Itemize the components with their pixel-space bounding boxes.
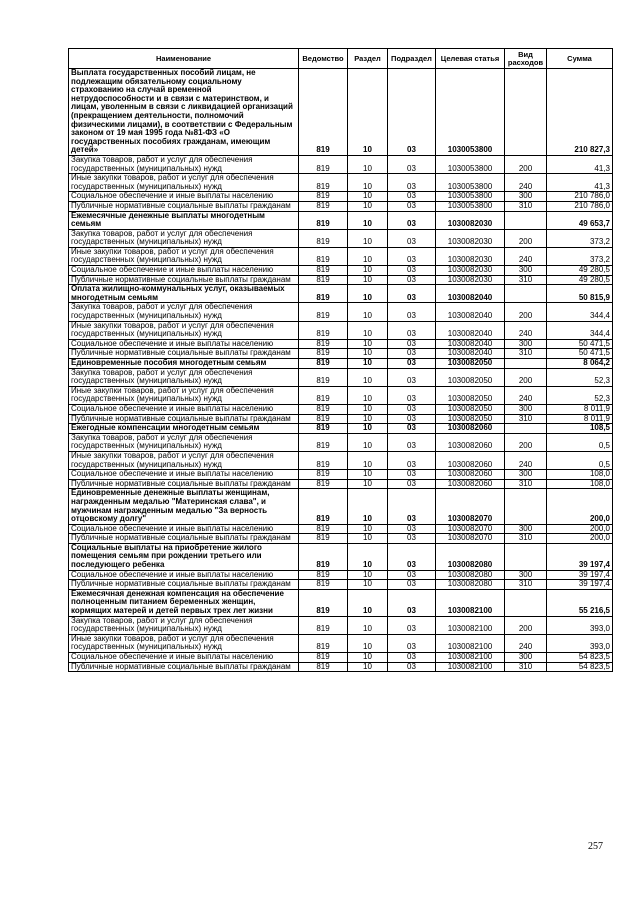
cell-type	[505, 69, 547, 156]
cell-dept: 819	[299, 589, 348, 616]
cell-section: 10	[348, 570, 388, 580]
cell-target: 1030082050	[436, 404, 505, 414]
cell-dept: 819	[299, 201, 348, 211]
cell-subsection: 03	[388, 634, 436, 652]
cell-sum: 393,0	[547, 634, 613, 652]
cell-name: Иные закупки товаров, работ и услуг для обеспечения государственных (муниципальных) нужд	[69, 634, 299, 652]
cell-name: Социальное обеспечение и иные выплаты населению	[69, 653, 299, 663]
cell-type: 310	[505, 275, 547, 285]
header-section: Раздел	[348, 49, 388, 69]
cell-sum: 39 197,4	[547, 543, 613, 570]
cell-section: 10	[348, 386, 388, 404]
cell-type	[505, 211, 547, 229]
cell-dept: 819	[299, 424, 348, 434]
cell-subsection: 03	[388, 359, 436, 369]
cell-name: Публичные нормативные социальные выплаты гражданам	[69, 275, 299, 285]
cell-dept: 819	[299, 662, 348, 672]
cell-name: Публичные нормативные социальные выплаты гражданам	[69, 201, 299, 211]
cell-type: 300	[505, 653, 547, 663]
header-target: Целевая статья	[436, 49, 505, 69]
cell-subsection: 03	[388, 201, 436, 211]
cell-sum: 50 471,5	[547, 339, 613, 349]
cell-target: 1030082080	[436, 580, 505, 590]
cell-type: 240	[505, 247, 547, 265]
cell-sum: 344,4	[547, 321, 613, 339]
cell-subsection: 03	[388, 424, 436, 434]
cell-sum: 54 823,5	[547, 653, 613, 663]
cell-type	[505, 359, 547, 369]
cell-subsection: 03	[388, 321, 436, 339]
cell-name: Ежемесячные денежные выплаты многодетным семьям	[69, 211, 299, 229]
cell-target: 1030082040	[436, 303, 505, 321]
header-sum: Сумма	[547, 49, 613, 69]
cell-name: Публичные нормативные социальные выплаты гражданам	[69, 414, 299, 424]
cell-type: 300	[505, 524, 547, 534]
cell-type	[505, 424, 547, 434]
cell-sum: 0,5	[547, 433, 613, 451]
cell-target: 1030053800	[436, 174, 505, 192]
table-row	[69, 368, 613, 386]
cell-name: Публичные нормативные социальные выплаты гражданам	[69, 662, 299, 672]
cell-section: 10	[348, 451, 388, 469]
cell-target: 1030082050	[436, 368, 505, 386]
cell-dept: 819	[299, 414, 348, 424]
header-type: Вид расходов	[505, 49, 547, 69]
cell-target: 1030082060	[436, 470, 505, 480]
cell-type: 240	[505, 386, 547, 404]
cell-target: 1030082100	[436, 634, 505, 652]
cell-dept: 819	[299, 285, 348, 303]
cell-target: 1030082100	[436, 662, 505, 672]
header-dept: Ведомство	[299, 49, 348, 69]
table-row	[69, 489, 613, 524]
cell-sum: 108,0	[547, 479, 613, 489]
cell-dept: 819	[299, 570, 348, 580]
cell-section: 10	[348, 349, 388, 359]
cell-target: 1030053800	[436, 201, 505, 211]
budget-table	[68, 48, 613, 672]
table-row	[69, 543, 613, 570]
cell-type: 200	[505, 303, 547, 321]
cell-sum: 200,0	[547, 534, 613, 544]
cell-dept: 819	[299, 211, 348, 229]
cell-name: Закупка товаров, работ и услуг для обеспечения государственных (муниципальных) нужд	[69, 303, 299, 321]
cell-name: Закупка товаров, работ и услуг для обеспечения государственных (муниципальных) нужд	[69, 155, 299, 173]
cell-name: Социальное обеспечение и иные выплаты населению	[69, 524, 299, 534]
cell-subsection: 03	[388, 303, 436, 321]
cell-target: 1030082040	[436, 349, 505, 359]
cell-name: Иные закупки товаров, работ и услуг для обеспечения государственных (муниципальных) нужд	[69, 321, 299, 339]
cell-type: 310	[505, 349, 547, 359]
cell-target: 1030053800	[436, 192, 505, 202]
cell-section: 10	[348, 192, 388, 202]
cell-target: 1030082080	[436, 570, 505, 580]
table-row	[69, 589, 613, 616]
cell-type	[505, 589, 547, 616]
table-row	[69, 201, 613, 211]
table-row	[69, 321, 613, 339]
cell-dept: 819	[299, 229, 348, 247]
cell-section: 10	[348, 339, 388, 349]
cell-target: 1030082050	[436, 414, 505, 424]
cell-subsection: 03	[388, 470, 436, 480]
cell-section: 10	[348, 303, 388, 321]
cell-name: Закупка товаров, работ и услуг для обеспечения государственных (муниципальных) нужд	[69, 229, 299, 247]
table-row	[69, 359, 613, 369]
table-row	[69, 211, 613, 229]
table-row	[69, 285, 613, 303]
cell-type: 200	[505, 155, 547, 173]
cell-sum: 8 011,9	[547, 414, 613, 424]
cell-type: 200	[505, 368, 547, 386]
cell-dept: 819	[299, 470, 348, 480]
cell-target: 1030082030	[436, 211, 505, 229]
cell-dept: 819	[299, 69, 348, 156]
cell-sum: 41,3	[547, 155, 613, 173]
cell-sum: 200,0	[547, 489, 613, 524]
cell-sum: 55 216,5	[547, 589, 613, 616]
cell-section: 10	[348, 589, 388, 616]
cell-subsection: 03	[388, 386, 436, 404]
cell-sum: 54 823,5	[547, 662, 613, 672]
table-row	[69, 247, 613, 265]
page-number: 257	[588, 841, 603, 852]
cell-section: 10	[348, 524, 388, 534]
cell-subsection: 03	[388, 580, 436, 590]
cell-name: Публичные нормативные социальные выплаты гражданам	[69, 479, 299, 489]
cell-subsection: 03	[388, 524, 436, 534]
cell-type: 200	[505, 616, 547, 634]
table-header	[69, 49, 613, 69]
cell-section: 10	[348, 634, 388, 652]
table-body	[69, 69, 613, 672]
cell-name: Единовременные денежные выплаты женщинам, награжденным медалью "Материнская слава", и мужчинам награжденным медалью "За верность отцовскому долгу"	[69, 489, 299, 524]
cell-subsection: 03	[388, 247, 436, 265]
cell-subsection: 03	[388, 653, 436, 663]
cell-dept: 819	[299, 192, 348, 202]
cell-subsection: 03	[388, 404, 436, 414]
cell-section: 10	[348, 275, 388, 285]
cell-type	[505, 543, 547, 570]
cell-section: 10	[348, 174, 388, 192]
cell-section: 10	[348, 229, 388, 247]
header-name: Наименование	[69, 49, 299, 69]
header-subsection: Подраздел	[388, 49, 436, 69]
cell-section: 10	[348, 414, 388, 424]
cell-sum: 108,5	[547, 424, 613, 434]
cell-dept: 819	[299, 349, 348, 359]
cell-subsection: 03	[388, 266, 436, 276]
cell-type: 300	[505, 339, 547, 349]
cell-section: 10	[348, 155, 388, 173]
table-row	[69, 616, 613, 634]
cell-name: Выплата государственных пособий лицам, не подлежащим обязательному социальному страхованию на случай временной нетрудоспособности и в связи с материнством, и лицам, уволенным в связи с ликвидацией организаций (прекращением деятельности, полномочий физическими лицами), в соответствии с Федеральным законом от 19 мая 1995 года №81-ФЗ «О государственных пособиях гражданам, имеющим детей»	[69, 69, 299, 156]
cell-type: 310	[505, 580, 547, 590]
cell-target: 1030082100	[436, 653, 505, 663]
cell-target: 1030082040	[436, 339, 505, 349]
cell-dept: 819	[299, 543, 348, 570]
cell-dept: 819	[299, 580, 348, 590]
cell-sum: 49 280,5	[547, 275, 613, 285]
cell-target: 1030082050	[436, 359, 505, 369]
cell-target: 1030082030	[436, 247, 505, 265]
cell-section: 10	[348, 489, 388, 524]
cell-dept: 819	[299, 404, 348, 414]
cell-target: 1030082040	[436, 285, 505, 303]
cell-sum: 210 827,3	[547, 69, 613, 156]
cell-name: Иные закупки товаров, работ и услуг для обеспечения государственных (муниципальных) нужд	[69, 386, 299, 404]
table-row	[69, 580, 613, 590]
cell-dept: 819	[299, 247, 348, 265]
cell-type: 240	[505, 321, 547, 339]
cell-target: 1030082070	[436, 534, 505, 544]
table-row	[69, 470, 613, 480]
cell-dept: 819	[299, 174, 348, 192]
cell-name: Социальное обеспечение и иные выплаты населению	[69, 404, 299, 414]
cell-section: 10	[348, 662, 388, 672]
header-row	[69, 49, 613, 69]
cell-dept: 819	[299, 303, 348, 321]
cell-subsection: 03	[388, 534, 436, 544]
cell-section: 10	[348, 616, 388, 634]
cell-subsection: 03	[388, 433, 436, 451]
cell-dept: 819	[299, 386, 348, 404]
cell-section: 10	[348, 404, 388, 414]
cell-type: 300	[505, 470, 547, 480]
cell-subsection: 03	[388, 451, 436, 469]
cell-section: 10	[348, 247, 388, 265]
cell-section: 10	[348, 285, 388, 303]
cell-subsection: 03	[388, 155, 436, 173]
cell-section: 10	[348, 368, 388, 386]
cell-section: 10	[348, 424, 388, 434]
cell-type: 200	[505, 433, 547, 451]
cell-target: 1030082100	[436, 616, 505, 634]
table-row	[69, 303, 613, 321]
cell-target: 1030082070	[436, 524, 505, 534]
cell-sum: 108,0	[547, 470, 613, 480]
cell-dept: 819	[299, 155, 348, 173]
cell-type: 310	[505, 662, 547, 672]
cell-sum: 373,2	[547, 247, 613, 265]
cell-section: 10	[348, 266, 388, 276]
table-row	[69, 386, 613, 404]
cell-subsection: 03	[388, 479, 436, 489]
cell-target: 1030082100	[436, 589, 505, 616]
cell-subsection: 03	[388, 543, 436, 570]
cell-name: Закупка товаров, работ и услуг для обеспечения государственных (муниципальных) нужд	[69, 616, 299, 634]
cell-section: 10	[348, 534, 388, 544]
table-row	[69, 451, 613, 469]
cell-target: 1030082030	[436, 229, 505, 247]
cell-type: 310	[505, 201, 547, 211]
cell-target: 1030053800	[436, 155, 505, 173]
cell-sum: 49 653,7	[547, 211, 613, 229]
cell-subsection: 03	[388, 368, 436, 386]
cell-dept: 819	[299, 321, 348, 339]
cell-name: Социальное обеспечение и иные выплаты населению	[69, 339, 299, 349]
cell-target: 1030082030	[436, 275, 505, 285]
cell-target: 1030082060	[436, 424, 505, 434]
table-row	[69, 155, 613, 173]
cell-type: 240	[505, 451, 547, 469]
table-row	[69, 229, 613, 247]
cell-name: Социальное обеспечение и иные выплаты населению	[69, 470, 299, 480]
table-row	[69, 662, 613, 672]
cell-subsection: 03	[388, 275, 436, 285]
cell-dept: 819	[299, 653, 348, 663]
cell-name: Социальное обеспечение и иные выплаты населению	[69, 192, 299, 202]
cell-type: 240	[505, 174, 547, 192]
cell-section: 10	[348, 321, 388, 339]
cell-subsection: 03	[388, 174, 436, 192]
cell-name: Публичные нормативные социальные выплаты гражданам	[69, 580, 299, 590]
table-row	[69, 534, 613, 544]
cell-sum: 0,5	[547, 451, 613, 469]
cell-target: 1030082030	[436, 266, 505, 276]
cell-name: Социальное обеспечение и иные выплаты населению	[69, 266, 299, 276]
cell-section: 10	[348, 479, 388, 489]
cell-dept: 819	[299, 266, 348, 276]
table-row	[69, 266, 613, 276]
cell-subsection: 03	[388, 589, 436, 616]
cell-subsection: 03	[388, 414, 436, 424]
cell-dept: 819	[299, 433, 348, 451]
cell-section: 10	[348, 201, 388, 211]
cell-name: Оплата жилищно-коммунальных услуг, оказываемых многодетным семьям	[69, 285, 299, 303]
cell-subsection: 03	[388, 349, 436, 359]
cell-name: Социальные выплаты на приобретение жилого помещения семьям при рождении третьего или последующего ребенка	[69, 543, 299, 570]
cell-dept: 819	[299, 634, 348, 652]
cell-sum: 344,4	[547, 303, 613, 321]
cell-target: 1030082060	[436, 433, 505, 451]
cell-subsection: 03	[388, 616, 436, 634]
cell-dept: 819	[299, 616, 348, 634]
cell-name: Иные закупки товаров, работ и услуг для обеспечения государственных (муниципальных) нужд	[69, 174, 299, 192]
table-row	[69, 69, 613, 156]
cell-type: 200	[505, 229, 547, 247]
cell-type: 310	[505, 534, 547, 544]
cell-section: 10	[348, 211, 388, 229]
cell-dept: 819	[299, 524, 348, 534]
cell-section: 10	[348, 543, 388, 570]
cell-type	[505, 489, 547, 524]
cell-sum: 8 011,9	[547, 404, 613, 414]
cell-subsection: 03	[388, 570, 436, 580]
table-row	[69, 634, 613, 652]
cell-target: 1030082050	[436, 386, 505, 404]
cell-dept: 819	[299, 275, 348, 285]
cell-subsection: 03	[388, 662, 436, 672]
cell-section: 10	[348, 69, 388, 156]
cell-subsection: 03	[388, 489, 436, 524]
cell-sum: 50 815,9	[547, 285, 613, 303]
cell-type: 300	[505, 192, 547, 202]
cell-type	[505, 285, 547, 303]
cell-subsection: 03	[388, 211, 436, 229]
cell-dept: 819	[299, 489, 348, 524]
cell-name: Публичные нормативные социальные выплаты гражданам	[69, 534, 299, 544]
cell-name: Ежегодные компенсации многодетным семьям	[69, 424, 299, 434]
cell-type: 300	[505, 404, 547, 414]
cell-target: 1030082060	[436, 479, 505, 489]
cell-name: Социальное обеспечение и иные выплаты населению	[69, 570, 299, 580]
cell-dept: 819	[299, 368, 348, 386]
cell-name: Единовременные пособия многодетным семьям	[69, 359, 299, 369]
cell-section: 10	[348, 359, 388, 369]
cell-target: 1030053800	[436, 69, 505, 156]
cell-target: 1030082060	[436, 451, 505, 469]
cell-sum: 49 280,5	[547, 266, 613, 276]
cell-type: 310	[505, 414, 547, 424]
cell-name: Иные закупки товаров, работ и услуг для обеспечения государственных (муниципальных) нужд	[69, 247, 299, 265]
cell-sum: 210 786,0	[547, 201, 613, 211]
cell-type: 300	[505, 570, 547, 580]
cell-target: 1030082080	[436, 543, 505, 570]
cell-sum: 52,3	[547, 386, 613, 404]
cell-name: Публичные нормативные социальные выплаты гражданам	[69, 349, 299, 359]
cell-sum: 393,0	[547, 616, 613, 634]
cell-section: 10	[348, 580, 388, 590]
table-row	[69, 424, 613, 434]
cell-section: 10	[348, 653, 388, 663]
cell-subsection: 03	[388, 285, 436, 303]
cell-dept: 819	[299, 339, 348, 349]
cell-subsection: 03	[388, 69, 436, 156]
table-row	[69, 192, 613, 202]
cell-sum: 41,3	[547, 174, 613, 192]
table-row	[69, 174, 613, 192]
cell-subsection: 03	[388, 229, 436, 247]
cell-subsection: 03	[388, 339, 436, 349]
cell-sum: 39 197,4	[547, 580, 613, 590]
cell-sum: 8 064,2	[547, 359, 613, 369]
cell-sum: 373,2	[547, 229, 613, 247]
cell-name: Иные закупки товаров, работ и услуг для обеспечения государственных (муниципальных) нужд	[69, 451, 299, 469]
cell-dept: 819	[299, 359, 348, 369]
cell-section: 10	[348, 470, 388, 480]
cell-target: 1030082070	[436, 489, 505, 524]
cell-type: 240	[505, 634, 547, 652]
table-row	[69, 433, 613, 451]
cell-name: Ежемесячная денежная компенсация на обеспечение полноценным питанием беременных женщин, кормящих матерей и детей первых трех лет жизни	[69, 589, 299, 616]
cell-sum: 210 786,0	[547, 192, 613, 202]
cell-sum: 200,0	[547, 524, 613, 534]
cell-name: Закупка товаров, работ и услуг для обеспечения государственных (муниципальных) нужд	[69, 368, 299, 386]
cell-subsection: 03	[388, 192, 436, 202]
cell-type: 310	[505, 479, 547, 489]
table-row	[69, 404, 613, 414]
cell-sum: 39 197,4	[547, 570, 613, 580]
cell-dept: 819	[299, 534, 348, 544]
cell-sum: 52,3	[547, 368, 613, 386]
cell-dept: 819	[299, 451, 348, 469]
cell-type: 300	[505, 266, 547, 276]
cell-dept: 819	[299, 479, 348, 489]
cell-sum: 50 471,5	[547, 349, 613, 359]
cell-target: 1030082040	[436, 321, 505, 339]
cell-section: 10	[348, 433, 388, 451]
table-row	[69, 653, 613, 663]
cell-name: Закупка товаров, работ и услуг для обеспечения государственных (муниципальных) нужд	[69, 433, 299, 451]
